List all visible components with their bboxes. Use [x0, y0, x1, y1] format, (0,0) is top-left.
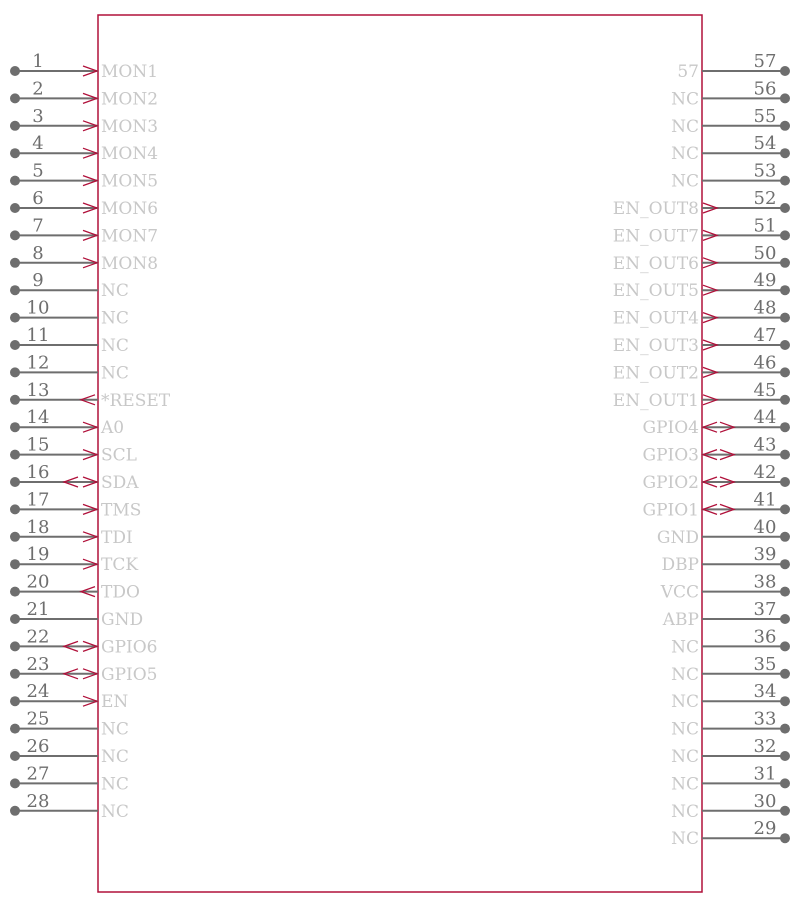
pin-number: 15: [26, 434, 50, 456]
pin-number: 46: [753, 352, 777, 374]
pin-endpoint-dot: [780, 532, 790, 542]
pin-24: [10, 681, 128, 712]
pin-5: [10, 161, 158, 192]
pin-number: 6: [32, 188, 44, 209]
pin-number: 40: [753, 516, 777, 538]
pin-number: 5: [32, 160, 44, 182]
pin-number: 57: [753, 51, 777, 72]
pin-name: NC: [671, 144, 699, 165]
pin-name: SDA: [101, 473, 139, 493]
pin-endpoint-dot: [10, 230, 20, 240]
pin-number: 34: [753, 681, 777, 703]
pin-name: MON3: [101, 116, 159, 137]
pin-endpoint-dot: [10, 778, 20, 788]
pin-endpoint-dot: [780, 313, 790, 323]
pin-name: GPIO2: [642, 473, 699, 493]
pin-55: [671, 106, 790, 137]
pin-53: [671, 161, 790, 192]
pin-name: NC: [671, 692, 699, 713]
pin-28: [10, 791, 129, 822]
pin-56: [671, 78, 790, 109]
pin-endpoint-dot: [780, 669, 790, 679]
pin-3: [10, 106, 158, 137]
pin-name: NC: [101, 363, 129, 384]
pin-endpoint-dot: [10, 93, 20, 103]
pin-number: 19: [26, 544, 50, 566]
pin-endpoint-dot: [10, 121, 20, 131]
pin-name: ABP: [662, 610, 699, 630]
pin-endpoint-dot: [10, 203, 20, 213]
pin-number: 12: [26, 352, 50, 374]
pin-number: 55: [753, 105, 777, 127]
pin-name: GPIO3: [642, 445, 699, 466]
pin-name: TDI: [101, 527, 133, 548]
pin-57: [677, 51, 790, 82]
pin-6: [10, 188, 158, 219]
pin-name: SCL: [101, 445, 137, 466]
pin-number: 11: [26, 325, 50, 346]
pin-name: MON7: [101, 226, 159, 247]
pin-8: [10, 243, 158, 274]
pin-name: GPIO4: [642, 418, 699, 439]
pin-name: MON1: [101, 62, 159, 82]
pin-30: [671, 791, 790, 822]
pin-name: EN_OUT5: [612, 281, 699, 302]
pin-endpoint-dot: [10, 806, 20, 816]
pin-number: 43: [753, 434, 777, 456]
pin-endpoint-dot: [780, 203, 790, 213]
pin-14: [10, 407, 124, 438]
pin-endpoint-dot: [780, 587, 790, 597]
pin-37: [662, 599, 790, 630]
pin-name: GPIO1: [642, 500, 699, 521]
pin-19: [10, 544, 138, 575]
pin-name: DBP: [661, 555, 699, 576]
pin-9: [10, 270, 129, 301]
pin-number: 56: [753, 78, 777, 100]
pin-name: NC: [671, 774, 699, 795]
pin-number: 33: [753, 708, 777, 730]
pin-11: [10, 325, 129, 356]
pin-number: 10: [26, 297, 50, 319]
pin-20: [10, 572, 140, 603]
pin-number: 9: [32, 270, 44, 292]
pin-name: NC: [101, 719, 129, 740]
pin-endpoint-dot: [10, 669, 20, 679]
pin-name: MON8: [101, 253, 159, 274]
pin-42: [643, 462, 791, 493]
pin-name: NC: [671, 747, 699, 767]
pin-endpoint-dot: [10, 395, 20, 405]
pin-name: NC: [671, 116, 699, 137]
pin-name: MON4: [101, 144, 159, 165]
pin-endpoint-dot: [10, 477, 20, 487]
pin-number: 30: [753, 790, 777, 812]
pin-endpoint-dot: [10, 559, 20, 569]
pin-name: GPIO5: [101, 664, 158, 685]
pin-endpoint-dot: [780, 422, 790, 432]
pin-number: 8: [32, 242, 44, 264]
pin-32: [671, 736, 790, 767]
pin-name: GND: [656, 527, 699, 548]
pin-22: [10, 626, 158, 657]
pin-name: VCC: [660, 582, 699, 603]
pin-35: [671, 654, 790, 685]
pin-41: [643, 489, 791, 520]
pin-name: NC: [671, 637, 699, 658]
pin-endpoint-dot: [780, 285, 790, 295]
pin-endpoint-dot: [10, 450, 20, 460]
pin-name: NC: [101, 281, 129, 302]
pin-number: 45: [753, 379, 777, 401]
pin-number: 53: [753, 160, 777, 182]
pin-12: [10, 352, 129, 383]
pin-name: *RESET: [101, 390, 171, 411]
pin-16: [10, 462, 139, 493]
pin-endpoint-dot: [780, 367, 790, 377]
pin-name: NC: [671, 664, 699, 685]
pin-name: NC: [671, 719, 699, 740]
pin-name: EN_OUT3: [612, 336, 699, 356]
pin-name: TCK: [101, 555, 139, 576]
pin-number: 17: [26, 489, 50, 511]
pin-number: 4: [32, 133, 44, 155]
pin-number: 37: [753, 599, 777, 620]
pin-name: EN: [101, 692, 129, 713]
pin-name: TDO: [101, 582, 140, 603]
pin-endpoint-dot: [780, 66, 790, 76]
pin-number: 36: [753, 626, 777, 648]
pin-number: 35: [753, 653, 777, 675]
pin-endpoint-dot: [10, 313, 20, 323]
pin-endpoint-dot: [780, 258, 790, 268]
pin-endpoint-dot: [780, 778, 790, 788]
left-pin-group: [10, 51, 171, 822]
pin-name: EN_OUT8: [612, 199, 699, 219]
pin-1: [10, 51, 158, 82]
pin-name: NC: [101, 308, 129, 329]
pin-name: EN_OUT2: [612, 363, 699, 384]
pin-endpoint-dot: [10, 532, 20, 542]
pin-33: [671, 709, 790, 740]
pin-endpoint-dot: [10, 148, 20, 158]
pin-endpoint-dot: [10, 641, 20, 651]
pin-endpoint-dot: [10, 367, 20, 377]
pin-endpoint-dot: [780, 751, 790, 761]
pin-4: [10, 133, 158, 164]
pin-number: 14: [26, 407, 50, 429]
pin-name: TMS: [101, 500, 142, 521]
pin-43: [643, 435, 791, 466]
pin-name: MON2: [101, 89, 159, 110]
pin-name: NC: [671, 89, 699, 110]
pin-name: NC: [101, 747, 129, 767]
pin-endpoint-dot: [780, 614, 790, 624]
pin-number: 29: [753, 818, 777, 840]
pin-39: [661, 544, 790, 575]
pin-endpoint-dot: [780, 340, 790, 350]
pin-endpoint-dot: [10, 751, 20, 761]
pin-54: [671, 133, 790, 164]
pin-number: 1: [32, 51, 44, 72]
pin-endpoint-dot: [780, 176, 790, 186]
pin-number: 27: [26, 763, 50, 785]
pin-number: 7: [32, 215, 44, 237]
pin-name: EN_OUT6: [612, 253, 699, 274]
pin-7: [10, 215, 158, 246]
pin-endpoint-dot: [780, 477, 790, 487]
pin-44: [643, 407, 791, 438]
pin-number: 42: [753, 462, 777, 483]
pin-number: 32: [753, 736, 777, 757]
pin-endpoint-dot: [780, 121, 790, 131]
pin-number: 31: [753, 763, 777, 785]
pin-29: [671, 818, 790, 849]
pin-endpoint-dot: [780, 93, 790, 103]
pin-number: 18: [26, 516, 50, 538]
pin-number: 24: [26, 681, 50, 703]
pin-name: MON6: [101, 199, 159, 219]
pin-number: 50: [753, 242, 777, 264]
pin-26: [10, 736, 129, 767]
pin-number: 22: [26, 626, 50, 648]
pin-endpoint-dot: [780, 696, 790, 706]
pin-number: 38: [753, 571, 777, 593]
pin-number: 41: [753, 489, 777, 511]
pin-name: NC: [101, 336, 129, 356]
pin-40: [657, 517, 790, 548]
pin-2: [10, 78, 158, 109]
pin-38: [660, 572, 790, 603]
pin-number: 25: [26, 708, 50, 730]
pin-23: [10, 654, 158, 685]
pin-endpoint-dot: [780, 806, 790, 816]
pin-name: 57: [677, 62, 699, 82]
ic-body-outline: [98, 15, 702, 892]
pin-endpoint-dot: [10, 258, 20, 268]
pin-endpoint-dot: [10, 587, 20, 597]
pin-31: [671, 763, 790, 794]
pin-endpoint-dot: [10, 285, 20, 295]
pin-number: 52: [753, 188, 777, 209]
pin-endpoint-dot: [780, 148, 790, 158]
pin-number: 51: [753, 215, 777, 237]
pin-number: 16: [26, 462, 50, 483]
pin-number: 26: [26, 736, 50, 757]
pin-name: NC: [671, 829, 699, 850]
pin-name: MON5: [101, 171, 159, 192]
pin-36: [671, 626, 790, 657]
pin-name: NC: [671, 801, 699, 822]
pin-number: 44: [753, 407, 777, 429]
pin-10: [10, 298, 129, 329]
pin-34: [671, 681, 790, 712]
pin-endpoint-dot: [10, 176, 20, 186]
pin-endpoint-dot: [780, 559, 790, 569]
pin-name: NC: [101, 801, 129, 822]
pin-name: EN_OUT7: [612, 226, 699, 247]
pin-name: GPIO6: [101, 637, 158, 658]
pin-number: 13: [26, 379, 50, 401]
pin-number: 49: [753, 270, 777, 292]
pin-endpoint-dot: [780, 504, 790, 514]
pin-endpoint-dot: [10, 696, 20, 706]
pin-number: 2: [32, 78, 44, 100]
pin-endpoint-dot: [780, 450, 790, 460]
pin-number: 54: [753, 133, 777, 155]
pin-number: 21: [26, 599, 50, 620]
pin-endpoint-dot: [780, 833, 790, 843]
pin-name: EN_OUT4: [612, 308, 699, 329]
pin-13: [10, 380, 171, 411]
pin-name: EN_OUT1: [612, 390, 699, 411]
pin-endpoint-dot: [780, 724, 790, 734]
pin-number: 20: [26, 571, 50, 593]
pin-endpoint-dot: [10, 422, 20, 432]
pin-name: GND: [101, 610, 144, 630]
pin-27: [10, 763, 129, 794]
pin-number: 3: [32, 105, 44, 127]
pin-endpoint-dot: [780, 395, 790, 405]
pin-endpoint-dot: [10, 340, 20, 350]
pin-15: [10, 435, 137, 466]
pin-number: 23: [26, 653, 50, 675]
pin-endpoint-dot: [10, 504, 20, 514]
pin-name: A0: [101, 418, 125, 439]
pin-17: [10, 489, 141, 520]
pin-21: [10, 599, 143, 630]
pin-name: NC: [671, 171, 699, 192]
pin-endpoint-dot: [780, 230, 790, 240]
pin-endpoint-dot: [780, 641, 790, 651]
pin-number: 48: [753, 297, 777, 319]
pin-number: 28: [26, 790, 50, 812]
pin-18: [10, 517, 133, 548]
pin-number: 47: [753, 325, 777, 346]
pin-number: 39: [753, 544, 777, 566]
pin-25: [10, 709, 129, 740]
pin-name: NC: [101, 774, 129, 795]
pin-endpoint-dot: [10, 724, 20, 734]
pin-endpoint-dot: [10, 614, 20, 624]
pin-endpoint-dot: [10, 66, 20, 76]
